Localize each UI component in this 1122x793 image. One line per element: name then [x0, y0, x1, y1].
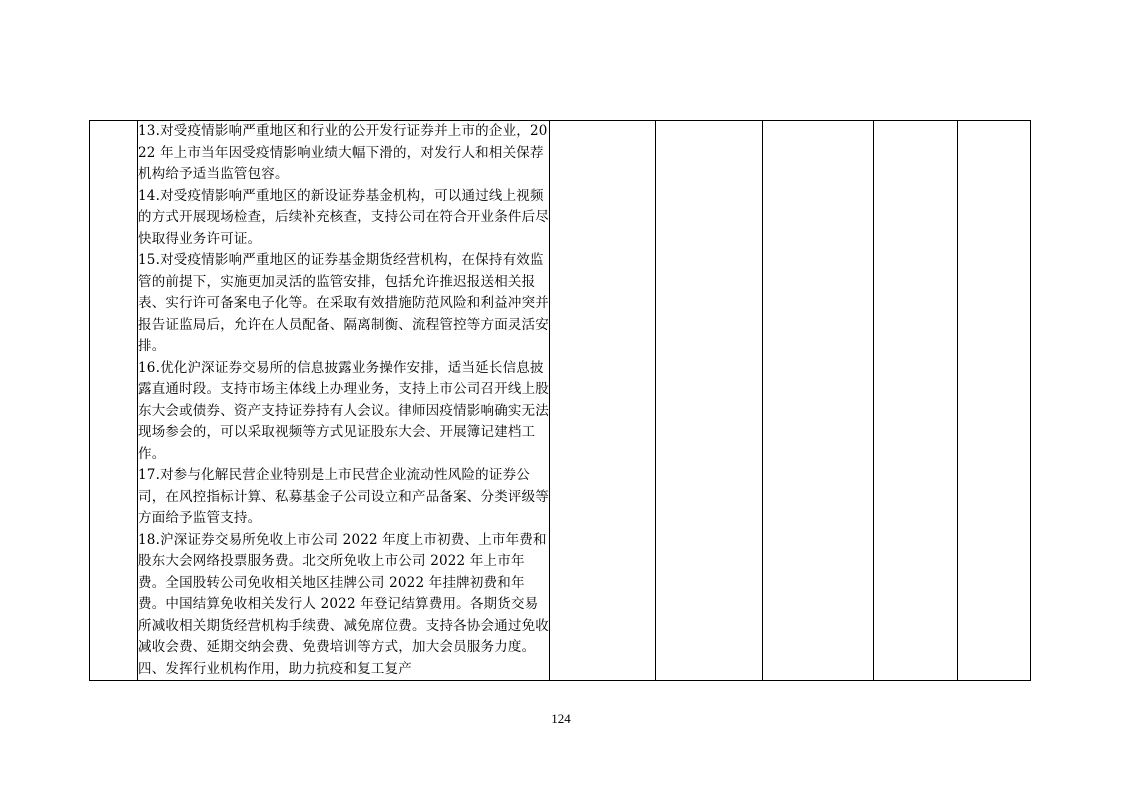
empty-cell: [656, 121, 763, 681]
measures-cell: [138, 121, 550, 681]
page-number: 124: [551, 711, 571, 726]
measure-paragraph-15: 15.对受疫情影响严重地区的证券基金期货经营机构，在保持有效监管的前提下，实施更加灵活的监管安排，包括允许推迟报送相关报表、实行许可备案电子化等。在采取有效措施防范风险和利益冲突并报告证监局后，允许在人员配备、隔离制衡、流程管控等方面灵活安排。: [138, 252, 549, 354]
index-cell: [90, 121, 138, 681]
measure-paragraph-17: 17.对参与化解民营企业特别是上市民营企业流动性风险的证券公司，在风控指标计算、私募基金子公司设立和产品备案、分类评级等方面给予监管支持。: [138, 467, 549, 526]
empty-cell: [550, 121, 656, 681]
empty-cell: [958, 121, 1031, 681]
table-row: [90, 121, 1031, 681]
measure-paragraph-13: 13.对受疫情影响严重地区和行业的公开发行证券并上市的企业，2022 年上市当年因受疫情影响业绩大幅下滑的，对发行人和相关保荐机构给予适当监管包容。: [138, 123, 548, 182]
measure-paragraph-14: 14.对受疫情影响严重地区的新设证券基金机构，可以通过线上视频的方式开展现场检查，后续补充核查，支持公司在符合开业条件后尽快取得业务许可证。: [138, 187, 549, 247]
measure-paragraph-18: 18.沪深证券交易所免收上市公司 2022 年度上市初费、上市年费和股东大会网络投票服务费。北交所免收上市公司 2022 年上市年费。全国股转公司免收相关地区挂牌公司 2022 年挂牌初费和年费。中国结算免收相关发行人 2022 年登记结算费用。各期货交易所减收相关期货经营机构手续费、减免席位费。支持各协会通过免收减收会费、延期交纳会费、免费培训等方式，加大会员服务力度。: [138, 531, 549, 655]
policy-table: [89, 120, 1031, 681]
empty-cell: [874, 121, 958, 681]
empty-cell: [763, 121, 874, 681]
measure-paragraph-16: 16.优化沪深证券交易所的信息披露业务操作安排，适当延长信息披露直通时段。支持市场主体线上办理业务，支持上市公司召开线上股东大会或债券、资产支持证券持有人会议。律师因疫情影响确实无法现场参会的，可以采取视频等方式见证股东大会、开展簿记建档工作。: [138, 359, 549, 462]
section-heading-4: 四、发挥行业机构作用，助力抗疫和复工复产: [138, 660, 412, 677]
